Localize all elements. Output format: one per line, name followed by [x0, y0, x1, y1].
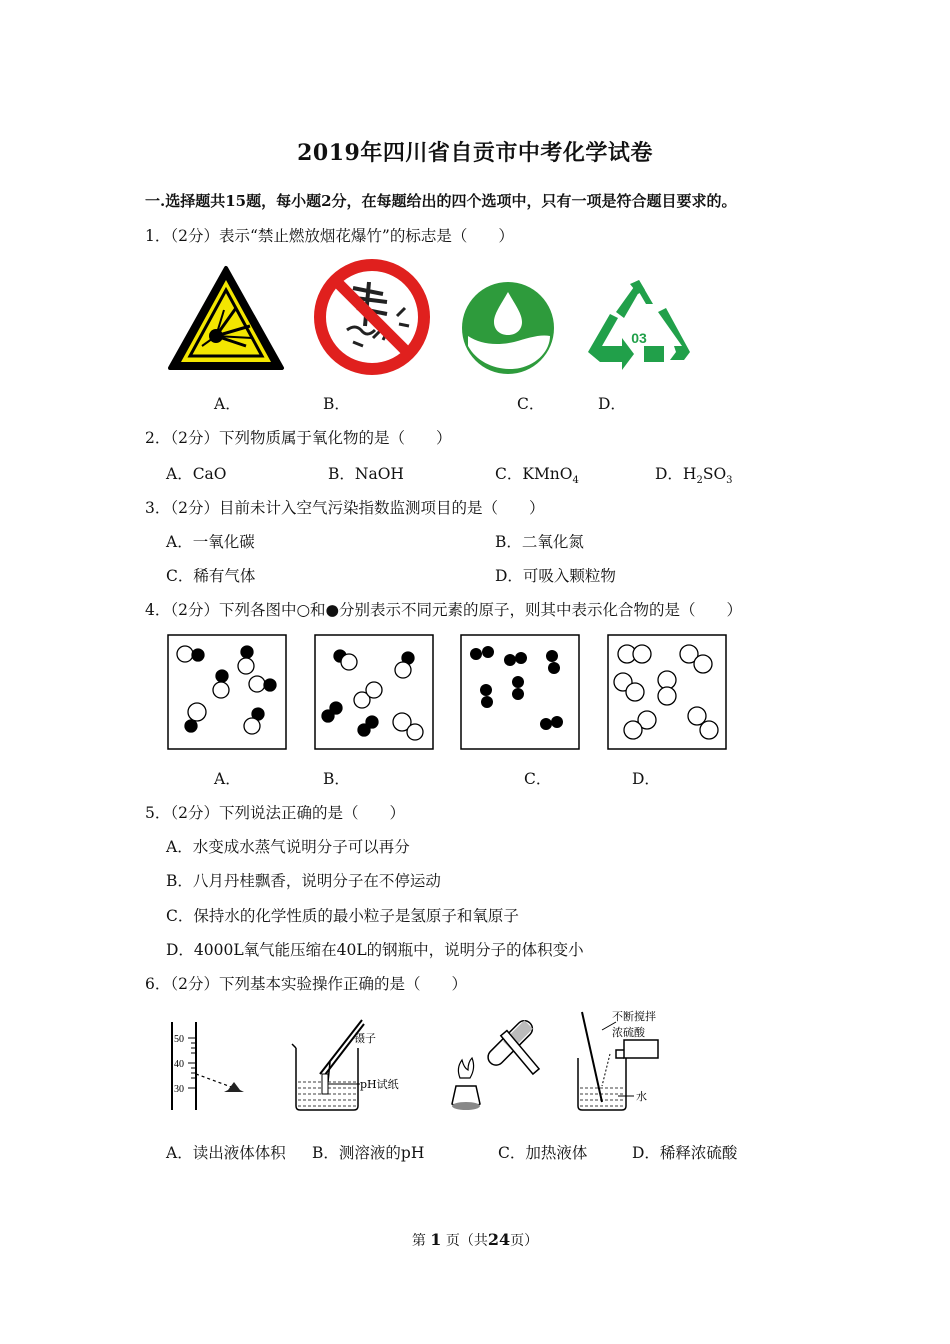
q3-option-a: A．一氧化碳 [166, 533, 255, 551]
q1-label-c: C． [517, 395, 545, 413]
q5-stem: 5．（2分）下列说法正确的是（ ） [145, 804, 405, 822]
q3-option-c: C．稀有气体 [166, 567, 256, 585]
recycle-code: 03 [631, 330, 647, 346]
molecule-box-a [167, 634, 287, 750]
q4-label-b: B． [323, 770, 350, 788]
q5-option-d: D．4000L氧气能压缩在40L的钢瓶中，说明分子的体积变小 [166, 941, 584, 959]
q3-option-d: D．可吸入颗粒物 [495, 567, 616, 585]
molecule-box-b [314, 634, 434, 750]
total-pages: 24 [487, 1230, 511, 1249]
q1-label-a: A． [214, 395, 241, 413]
water-saving-sign-icon [460, 280, 556, 376]
scale-50: 50 [174, 1034, 184, 1045]
cylinder-reading-figure [166, 1018, 256, 1114]
explosive-warning-sign-icon [166, 264, 286, 374]
page-title: 2019年四川省自贡市中考化学试卷 [297, 140, 653, 166]
q2-option-a: A．CaO [166, 465, 227, 483]
q5-option-c: C．保持水的化学性质的最小粒子是氢原子和氧原子 [166, 907, 519, 925]
molecule-box-d [607, 634, 727, 750]
current-page: 1 [430, 1230, 442, 1249]
no-fireworks-sign-icon [313, 258, 431, 376]
q2-option-c: C．KMnO$_4$ [495, 465, 579, 487]
q4-label-d: D． [632, 770, 660, 788]
q5-option-a: A．水变成水蒸气说明分子可以再分 [166, 838, 410, 856]
tweezers-label: 镊子 [354, 1032, 376, 1045]
q1-label-d: D． [598, 395, 626, 413]
heating-liquid-figure [446, 1020, 536, 1116]
q6-option-b: B．测溶液的pH [312, 1144, 425, 1162]
q6-stem: 6．（2分）下列基本实验操作正确的是（ ） [145, 975, 467, 993]
q2-option-b: B．NaOH [328, 465, 404, 483]
q4-stem: 4．（2分）下列各图中○和●分别表示不同元素的原子，则其中表示化合物的是（ ） [145, 601, 743, 619]
recycle-sign-icon [586, 276, 692, 376]
q6-option-d: D．稀释浓硫酸 [632, 1144, 738, 1162]
page-footer: 第 1 页（共24页） [411, 1230, 539, 1249]
q3-option-b: B．二氧化氮 [495, 533, 584, 551]
acid-label: 浓硫酸 [612, 1026, 645, 1039]
water-label: 水 [636, 1090, 647, 1103]
q4-label-c: C． [524, 770, 552, 788]
q3-stem: 3．（2分）目前未计入空气污染指数监测项目的是（ ） [145, 499, 545, 517]
section-heading: 一.选择题共15题，每小题2分，在每题给出的四个选项中，只有一项是符合题目要求的。 [145, 192, 737, 210]
q2-option-d: D．$H_2SO_3$ [655, 465, 733, 487]
ph-paper-label: pH试纸 [360, 1078, 399, 1091]
molecule-box-c [460, 634, 580, 750]
eye-icon [224, 1082, 244, 1092]
q2-stem: 2．（2分）下列物质属于氧化物的是（ ） [145, 429, 452, 447]
scale-40: 40 [174, 1059, 184, 1070]
q6-option-a: A．读出液体体积 [166, 1144, 286, 1162]
q5-option-b: B．八月丹桂飘香，说明分子在不停运动 [166, 872, 441, 890]
scale-30: 30 [174, 1084, 184, 1095]
ph-test-figure [292, 1012, 422, 1112]
q4-label-a: A． [214, 770, 241, 788]
dilute-acid-figure [572, 1006, 692, 1114]
stir-label: 不断搅拌 [612, 1010, 656, 1023]
q1-label-b: B． [323, 395, 350, 413]
q1-stem: 1．（2分）表示“禁止燃放烟花爆竹”的标志是（ ） [145, 227, 514, 245]
q6-option-c: C．加热液体 [498, 1144, 588, 1162]
